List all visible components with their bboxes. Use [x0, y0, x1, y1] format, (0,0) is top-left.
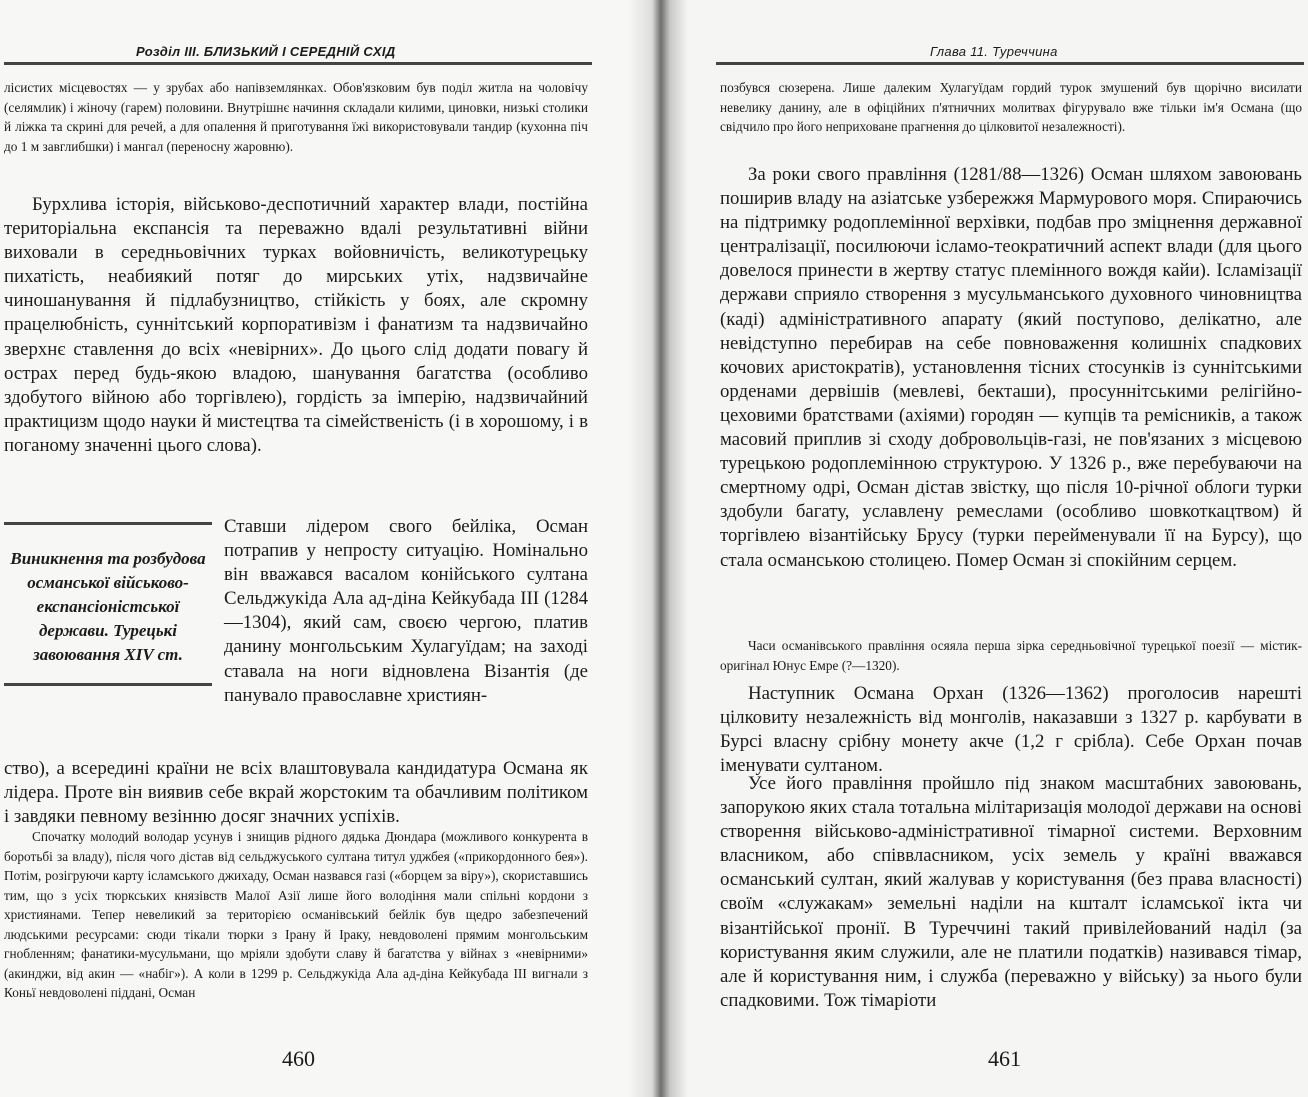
running-head: Розділ ІІІ. БЛИЗЬКИЙ І СЕРЕДНІЙ СХІД — [136, 44, 396, 59]
sidebar-heading — [4, 520, 212, 688]
sidebar-rule — [4, 683, 212, 686]
paragraph-main: Наступник Османа Орхан (1326—1362) проголосив нарешті цілковиту незалежність від монголів, наказавши з 1327 р. карбувати в Бурсі власну срібну монету акче (1,2 г срібла). Себе Орхан почав іменувати султаном. — [720, 683, 1302, 777]
sidebar-title: Виникнення та розбудова османської військово-експансіоністської держави. Турецькі завоювання XIV ст. — [10, 549, 206, 664]
paragraph-small: Часи османівського правління осяяла перша зірка середньовічної турецької поезії — містик-оригінал Юнус Емре (?—1320). — [720, 638, 1302, 673]
paragraph-small: лісистих місцевостях — у зрубах або напівземлянках. Обов'язковим був поділ житла на чоловічу (селямлик) і жіночу (гарем) половини. Внутрішнє начиння складали килими, циновки, низькі столики й ліжка та скрині для речей, а для опалення й приготування їжі використовували тандир (кухонна піч до 1 м завглибшки) і мангал (переносну жаровню). — [4, 80, 588, 154]
paragraph-main: Усе його правління пройшло під знаком масштабних завоювань, запорукою яких стала тотальна мілітаризація молодої держави на основі створення військово-адміністративної тімарної системи. Верховним власником, або співвласником, усіх земель у країні вважався османський султан, який жалував у користування (без права власності) своїм «служакам» земельні наділи на кшталт ісламської ікта чи візантійської пронії. В Туреччині такий привілейований наділ (за користування яким служили, але не платили податків) називався тімар, але й користування ним, і служба (переважно у війську) за нього були спадковими. Тож тімаріоти — [720, 773, 1302, 1011]
page-number: 460 — [282, 1046, 315, 1071]
right-page — [650, 0, 1308, 1097]
page-number: 461 — [988, 1046, 1021, 1071]
header-rule — [4, 62, 592, 65]
left-page — [0, 0, 650, 1097]
paragraph-main: За роки свого правління (1281/88—1326) Осман шляхом завоювань поширив владу на азіатське узбережжя Мармурового моря. Спираючись на підтримку родоплемінної верхівки, подбав про зміцнення державної централізації, посилюючи ісламо-теократичний аспект влади (для цього довелося принести в жертву статус племінного вождя кайи). Ісламізації держави сприяло створення з мусульманського духовного чиновництва (каді) адміністративного апарату (який поступово, делікатно, але невідступно перебирав на себе повноваження колишніх спадкових кочових аристократів), установлення тісних стосунків із суннітськими орденами дервішів (мевлеві, бекташи), просуннітськими релігійно-цеховими братствами (ахіями) городян — купців та ремісників, а також масовий приплив зі сходу добровольців-газі, не пов'язаних з місцевою турецькою родоплемінною структурою. У 1326 р., вже перебуваючи на смертному одрі, Осман дістав звістку, що після 10-річної облоги турки здобули багату, уславлену ремеслами (особливо шовкоткацтвом) й торгівлею візантійську Брусу (турки перейменували її на Бурсу), що стала османською столицею. Помер Осман зі спокійним серцем. — [720, 164, 1302, 571]
paragraph-small: позбувся сюзерена. Лише далеким Хулагуїдам гордий турок змушений був щорічно висилати невелику данину, але в офіційних п'ятничних молитвах фігурувало вже тільки ім'я Османа (що свідчило про його неприховане прагнення до цілковитої незалежності). — [720, 80, 1302, 134]
running-head: Глава 11. Туреччина — [930, 44, 1058, 59]
sidebar-rule — [4, 522, 212, 525]
book-spine-shadow — [628, 0, 688, 1097]
paragraph-main-continued: ство), а всередині країни не всіх влаштовувала кандидатура Османа як лідера. Проте він виявив себе вкрай жорстоким та обачливим політиком і завдяки певному везінню досяг значних успіхів. — [4, 758, 588, 828]
header-rule — [716, 62, 1304, 65]
paragraph-small: Спочатку молодий володар усунув і знищив рідного дядька Дюндара (можливого конкурента в боротьбі за владу), після чого дістав від сельджуського султана титул уджбея («прикордонного бея»). Потім, розігруючи карту ісламського джихаду, Осман назвався газі («борцем за віру»), скориставшись тим, що з усіх тюркських князівств Малої Азії лише його володіння мали спільні кордони з християнами. Тепер невеликий за територією османівський бейлік був щедро забезпечений людськими ресурсами: сюди тікали тюрки з Ірану й Іраку, невдоволені прямим монгольським гнобленням; фанатики-мусульмани, що мріяли здобути славу й багатства у війнах з «невірними» (акинджи, від акин — «набіг»). А коли в 1299 р. Сельджукіда Ала ад-діна Кейкубада III вигнали з Коньї невдоволені піддані, Осман — [4, 829, 588, 1000]
paragraph-main: Бурхлива історія, військово-деспотичний характер влади, постійна територіальна експансія та переважно вдалі результативні війни виховали в середньовічних турках войовничість, великотурецьку пихатість, неабиякий потяг до мирських утіх, надзвичайне чиношанування й підлабузництво, стійкість у боях, але скромну працелюбність, суннітський корпоративізм і фанатизм та надзвичайно зверхнє ставлення до всіх «невірних». До цього слід додати повагу й острах перед будь-якою владою, шанування багатства (особливо здобутого війною або торгівлею), гордість за імперію, надзвичайний практицизм щодо науки й мистецтва та сімейственість (і в хорошому, і в поганому значенні цього слова). — [4, 194, 588, 456]
paragraph-beside-sidebar: Ставши лідером свого бейліка, Осман потрапив у непросту ситуацію. Номінально він вважався васалом конійського султана Сельджукіда Ала ад-діна Кейкубада III (1284—1304), який сам, своєю чергою, платив данину монгольським Хулагуїдам; на заході ставала на ноги відновлена Візантія (де панувало православне християн- — [224, 516, 588, 706]
